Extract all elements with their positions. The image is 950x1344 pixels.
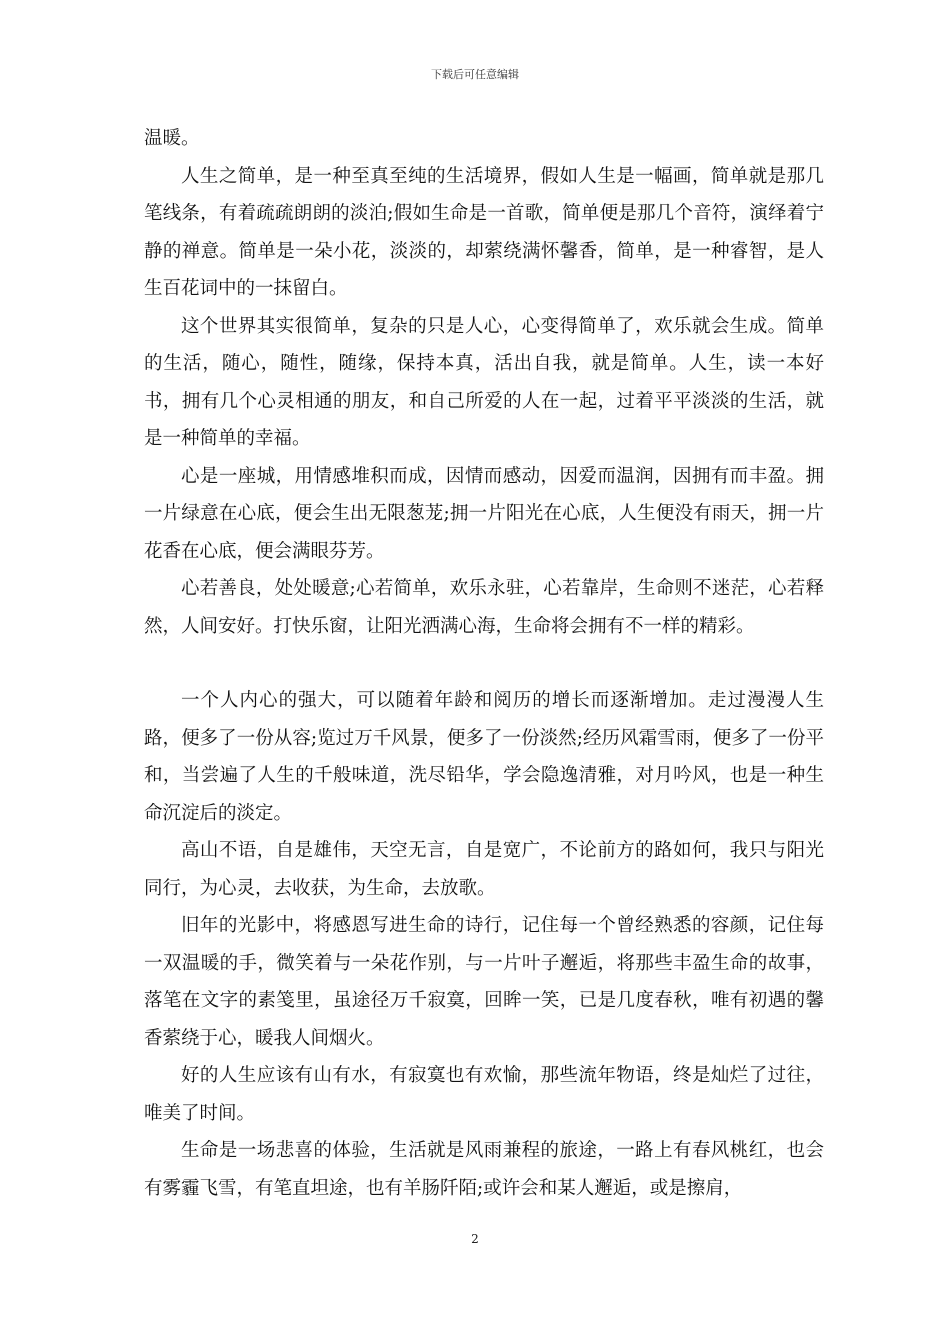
paragraph-mountains: 高山不语，自是雄伟，天空无言，自是宽广，不论前方的路如何，我只与阳光同行，为心灵，去收获，为生命，去放歌。 <box>144 840 824 899</box>
page-number: 2 <box>471 1232 479 1246</box>
paragraph-continuation: 温暖。 <box>144 128 200 149</box>
paragraph-gratitude: 旧年的光影中，将感恩写进生命的诗行，记住每一个曾经熟悉的容颜，记住每一双温暖的手，微笑着与一朵花作别，与一片叶子邂逅，将那些丰盈生命的故事，落笔在文字的素笺里，虽途径万千寂寞，回眸一笑，已是几度春秋，唯有初遇的馨香萦绕于心，暖我人间烟火。 <box>144 915 824 1049</box>
page-header: 下载后可任意编辑 <box>431 68 519 81</box>
document-body <box>144 120 824 1207</box>
paragraph-heart-city: 心是一座城，用情感堆积而成，因情而感动，因爱而温润，因拥有而丰盈。拥一片绿意在心底，便会生出无限葱茏;拥一片阳光在心底，人生便没有雨天，拥一片花香在心底，便会满眼芬芳。 <box>144 465 824 562</box>
paragraph-good-life: 好的人生应该有山有水，有寂寞也有欢愉，那些流年物语，终是灿烂了过往，唯美了时间。 <box>144 1065 824 1124</box>
paragraph-kind-heart: 心若善良，处处暖意;心若简单，欢乐永驻，心若靠岸，生命则不迷茫，心若释然，人间安好。打快乐窗，让阳光洒满心海，生命将会拥有不一样的精彩。 <box>144 578 824 637</box>
paragraph-inner-strength: 一个人内心的强大，可以随着年龄和阅历的增长而逐渐增加。走过漫漫人生路，便多了一份从容;览过万千风景，便多了一份淡然;经历风霜雪雨，便多了一份平和，当尝遍了人生的千般味道，洗尽铅华，学会隐逸清雅，对月吟风，也是一种生命沉淀后的淡定。 <box>144 690 824 824</box>
paragraph-simple-world: 这个世界其实很简单，复杂的只是人心，心变得简单了，欢乐就会生成。简单的生活，随心，随性，随缘，保持本真，活出自我，就是简单。人生，读一本好书，拥有几个心灵相通的朋友，和自己所爱的人在一起，过着平平淡淡的生活，就是一种简单的幸福。 <box>144 315 824 449</box>
paragraph-simplicity: 人生之简单，是一种至真至纯的生活境界，假如人生是一幅画，简单就是那几笔线条，有着疏疏朗朗的淡泊;假如生命是一首歌，简单便是那几个音符，演绎着宁静的禅意。简单是一朵小花，淡淡的，却萦绕满怀馨香，简单，是一种睿智，是人生百花词中的一抹留白。 <box>144 165 824 299</box>
paragraph-life-journey: 生命是一场悲喜的体验，生活就是风雨兼程的旅途，一路上有春风桃红，也会有雾霾飞雪，有笔直坦途，也有羊肠阡陌;或许会和某人邂逅，或是擦肩， <box>144 1140 824 1199</box>
